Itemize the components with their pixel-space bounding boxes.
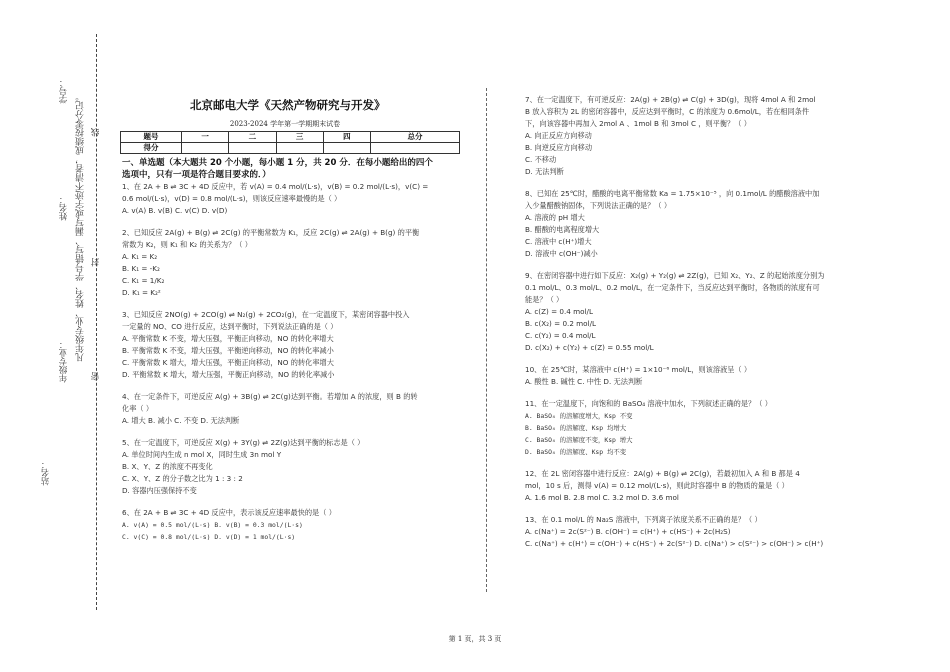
name-label: 姓名： [59,195,69,221]
score-cell: 四 [323,132,370,143]
question-line: 4、在一定条件下，可逆反应 A(g) + 3B(g) ⇌ 2C(g)达到平衡。若增加 A 的浓度，则 B 的转 [122,392,418,401]
question-line: A. 溶液的 pH 增大 [525,213,585,222]
question-line: C. c(Na⁺) + c(H⁺) = c(OH⁻) + c(HS⁻) + 2c(S²⁻) D. c(Na⁺) > c(S²⁻) > c(OH⁻) > c(H⁺) [525,539,824,548]
question-line: B. X、Y、Z 的浓度不再变化 [122,462,213,471]
question-line: 一定量的 NO、CO 进行反应，达到平衡时，下列说法正确的是（ ） [122,322,338,331]
question-spacer [525,354,875,364]
question-line: A. 1.6 mol B. 2.8 mol C. 3.2 mol D. 3.6 mol [525,493,679,502]
score-table-score-row [121,143,460,154]
question-line: 7、在一定温度下，有可逆反应：2A(g) + 2B(g) ⇌ C(g) + 3D(g)，现将 4mol A 和 2mol [525,95,816,104]
question-spacer [122,299,472,309]
question-line: D. 无法判断 [525,167,564,176]
question-spacer [122,427,472,437]
line-label-mi: 密 [91,372,101,381]
question-spacer [122,381,472,391]
question-spacer [525,178,875,188]
question-line: A. v(A) B. v(B) C. v(C) D. v(D) [122,206,228,215]
score-cell [323,143,370,154]
question-line: C. K₁ = 1/K₂ [122,276,165,285]
question-spacer [122,497,472,507]
score-cell: 题号 [121,132,182,143]
question-line: 入少量醋酸钠固体，下列说法正确的是？（ ） [525,201,672,210]
question-line: A. BaSO₄ 的溶解度增大，Ksp 不变 [525,412,633,420]
question-line: 0.6 mol/(L·s)，v(D) = 0.8 mol/(L·s)，则该反应速率最慢的是（ ） [122,194,342,203]
question-line: 能是？（ ） [525,295,564,304]
venue-label: 站名： [41,460,51,486]
score-cell: 得分 [121,143,182,154]
page-number: 第 1 页，共 3 页 [448,635,502,643]
question-line: 12、在 2L 密闭容器中进行反应：2A(g) + B(g) ⇌ 2C(g)，若最初加入 A 和 B 都是 4 [525,469,800,478]
question-line: C. BaSO₄ 的溶解度不变，Ksp 增大 [525,436,633,444]
section-heading [122,157,467,181]
grade-major-label: 年级专业： [59,340,69,383]
question-line: A. v(A) = 0.5 mol/(L·s) B. v(B) = 0.3 mol/(L·s) [122,521,303,529]
question-line: A. c(Z) = 0.4 mol/L [525,307,593,316]
question-line: 化率（ ） [122,404,154,413]
right-question-column [525,94,875,550]
question-spacer [525,260,875,270]
score-cell [229,143,276,154]
question-line: 9、在密闭容器中进行如下反应：X₂(g) + Y₂(g) ⇌ 2Z(g)，已知 X₂、Y₂、Z 的起始浓度分别为 [525,271,825,280]
score-table [120,131,460,154]
question-line: A. c(Na⁺) = 2c(S²⁻) B. c(OH⁻) = c(H⁺) + c(HS⁻) + 2c(H₂S) [525,527,731,536]
question-line: 13、在 0.1 mol/L 的 Na₂S 溶液中，下列离子浓度关系不正确的是？（ ） [525,515,762,524]
student-id-label: 学号： [59,78,69,104]
question-line: C. 不移动 [525,155,557,164]
exam-subtitle: 2023-2024 学年第一学期期末试卷 [229,120,341,128]
question-line: A. 酸性 B. 碱性 C. 中性 D. 无法判断 [525,377,643,386]
left-question-column [122,181,472,543]
question-line: D. BaSO₄ 的溶解度、Ksp 均不变 [525,448,627,456]
question-line: 常数为 K₂，则 K₁ 和 K₂ 的关系为？（ ） [122,240,252,249]
score-table-header-row [121,132,460,143]
question-line: C. 平衡常数 K 增大，增大压强，平衡正向移动，NO 的转化率增大 [122,358,334,367]
question-spacer [122,217,472,227]
question-spacer [525,458,875,468]
question-line: D. 平衡常数 K 增大，增大压强，平衡正向移动，NO 的转化率减小 [122,370,335,379]
question-spacer [525,388,875,398]
question-line: 1、在 2A + B ⇌ 3C + 4D 反应中，若 v(A) = 0.4 mol/(L·s)，v(B) = 0.2 mol/(L·s)，v(C) = [122,182,429,191]
score-cell: 总分 [371,132,460,143]
line-label-feng: 封 [91,258,101,267]
question-line: B. 向逆反应方向移动 [525,143,593,152]
question-line: D. 容器内压强保持不变 [122,486,197,495]
question-line: B. K₁ = -K₂ [122,264,160,273]
section-heading-line: 选项中，只有一项是符合题目要求的．） [122,170,271,180]
question-line: 0.1 mol/L、0.3 mol/L、0.2 mol/L，在一定条件下，当反应达到平衡时，各物质的浓度有可 [525,283,820,292]
question-line: C. v(C) = 0.8 mol/(L·s) D. v(D) = 1 mol/(L·s) [122,533,296,541]
score-cell: 二 [229,132,276,143]
question-line: 下，向该容器中再加入 2mol A 、1mol B 和 3mol C ，则平衡？（ ） [525,119,751,128]
question-line: C. 溶液中 c(H⁺)增大 [525,237,592,246]
question-line: 2、已知反应 2A(g) + B(g) ⇌ 2C(g) 的平衡常数为 K₁，反应 2C(g) ⇌ 2A(g) + B(g) 的平衡 [122,228,420,237]
binding-dashed-line [96,34,97,610]
section-heading-line: 一、单选题（本大题共 20 个小题，每小题 1 分，共 20 分．在每小题给出的四个 [122,158,433,168]
exam-title: 北京邮电大学《天然产物研究与开发》 [190,98,386,112]
question-line: mol，10 s 后，测得 v(A) = 0.12 mol/(L·s)，则此时容器中 B 的物质的量是（ ） [525,481,789,490]
question-line: 11、在一定温度下，向饱和的 BaSO₄ 溶液中加水，下列叙述正确的是？（ ） [525,399,772,408]
question-line: 10、在 25℃时，某溶液中 c(H⁺) = 1×10⁻⁶ mol/L，则该溶液呈（ ） [525,365,752,374]
score-cell: 三 [276,132,323,143]
seal-notice: 凡年级专业、姓名、学号错写、漏写或字迹不清者，成绩按零分记。 [76,92,86,362]
column-divider [486,88,487,592]
score-cell [182,143,229,154]
question-line: A. K₁ = K₂ [122,252,158,261]
question-line: A. 增大 B. 减小 C. 不变 D. 无法判断 [122,416,240,425]
question-line: B. 平衡常数 K 不变，增大压强，平衡逆向移动，NO 的转化率减小 [122,346,334,355]
question-line: A. 平衡常数 K 不变，增大压强，平衡正向移动，NO 的转化率增大 [122,334,334,343]
question-line: B 放入容积为 2L 的密闭容器中，反应达到平衡时，C 的浓度为 0.6mol/L，若在相同条件 [525,107,810,116]
line-label-xian: 线 [91,128,101,137]
question-line: C. X、Y、Z 的分子数之比为 1 : 3 : 2 [122,474,243,483]
question-spacer [525,504,875,514]
question-line: 6、在 2A + B ⇌ 3C + 4D 反应中，表示该反应速率最快的是（ ） [122,508,336,517]
question-line: B. c(X₂) = 0.2 mol/L [525,319,596,328]
question-line: B. BaSO₄ 的溶解度、Ksp 均增大 [525,424,627,432]
question-line: D. 溶液中 c(OH⁻)减小 [525,249,598,258]
question-line: B. 醋酸的电离程度增大 [525,225,600,234]
question-line: A. 单位时间内生成 n mol X，同时生成 3n mol Y [122,450,282,459]
question-line: 8、已知在 25℃时，醋酸的电离平衡常数 Ka = 1.75×10⁻⁵ ，向 0.1mol/L 的醋酸溶液中加 [525,189,820,198]
question-line: D. c(X₂) + c(Y₂) + c(Z) = 0.55 mol/L [525,343,654,352]
question-line: 3、已知反应 2NO(g) + 2CO(g) ⇌ N₂(g) + 2CO₂(g)，在一定温度下，某密闭容器中投入 [122,310,410,319]
question-line: A. 向正反应方向移动 [525,131,592,140]
question-line: 5、在一定温度下，可逆反应 X(g) + 3Y(g) ⇌ 2Z(g)达到平衡的标志是（ ） [122,438,365,447]
score-cell: 一 [182,132,229,143]
score-cell [371,143,460,154]
question-line: C. c(Y₂) = 0.4 mol/L [525,331,596,340]
score-cell [276,143,323,154]
question-line: D. K₁ = K₂² [122,288,161,297]
